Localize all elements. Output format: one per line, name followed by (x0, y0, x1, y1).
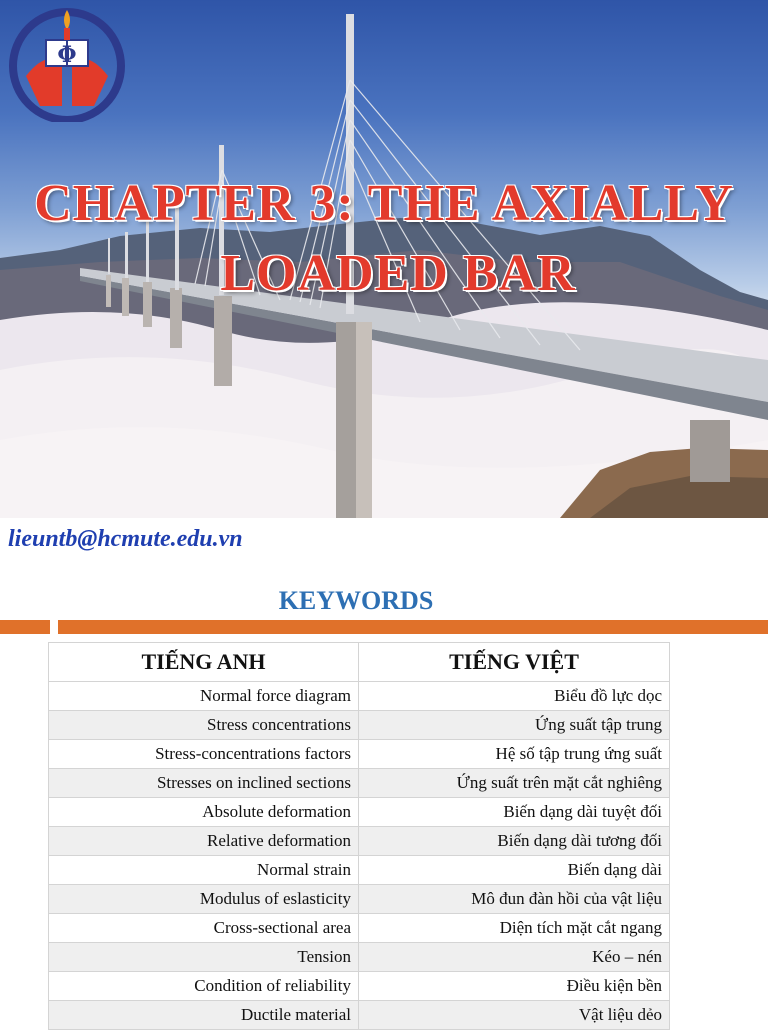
accent-rule-left (0, 620, 50, 634)
term-english: Absolute deformation (49, 798, 359, 827)
term-english: Normal force diagram (49, 682, 359, 711)
accent-rule-right (58, 620, 768, 634)
term-english: Condition of reliability (49, 972, 359, 1001)
term-vietnamese: Kéo – nén (359, 943, 670, 972)
term-english: Stresses on inclined sections (49, 769, 359, 798)
term-vietnamese: Biến dạng dài tuyệt đối (359, 798, 670, 827)
term-vietnamese: Điều kiện bền (359, 972, 670, 1001)
term-vietnamese: Biến dạng dài (359, 856, 670, 885)
term-english: Stress-concentrations factors (49, 740, 359, 769)
term-english: Relative deformation (49, 827, 359, 856)
contact-email: lieuntb@hcmute.edu.vn (8, 526, 243, 552)
term-vietnamese: Mô đun đàn hồi của vật liệu (359, 885, 670, 914)
table-row (49, 943, 670, 972)
term-vietnamese: Diện tích mặt cắt ngang (359, 914, 670, 943)
term-vietnamese: Ứng suất trên mặt cắt nghiêng (359, 769, 670, 798)
term-english: Normal strain (49, 856, 359, 885)
keywords-table (48, 642, 670, 1030)
chapter-title-line-1: CHAPTER 3: THE AXIALLY (34, 175, 734, 232)
term-english: Modulus of eslasticity (49, 885, 359, 914)
table-row (49, 682, 670, 711)
table-header-row (49, 643, 670, 682)
table-row (49, 856, 670, 885)
column-header-english: TIẾNG ANH (49, 643, 359, 682)
table-row (49, 827, 670, 856)
table-row (49, 914, 670, 943)
term-english: Stress concentrations (49, 711, 359, 740)
table-row (49, 885, 670, 914)
term-vietnamese: Vật liệu dẻo (359, 1001, 670, 1030)
table-row (49, 711, 670, 740)
table-row (49, 769, 670, 798)
table-row (49, 972, 670, 1001)
term-vietnamese: Biểu đồ lực dọc (359, 682, 670, 711)
table-row (49, 740, 670, 769)
table-row (49, 1001, 670, 1030)
term-vietnamese: Hệ số tập trung ứng suất (359, 740, 670, 769)
university-logo-icon (6, 6, 128, 122)
term-vietnamese: Biến dạng dài tương đối (359, 827, 670, 856)
term-english: Cross-sectional area (49, 914, 359, 943)
svg-text:Φ: Φ (57, 42, 77, 68)
term-english: Ductile material (49, 1001, 359, 1030)
term-english: Tension (49, 943, 359, 972)
table-row (49, 798, 670, 827)
column-header-vietnamese: TIẾNG VIỆT (359, 643, 670, 682)
section-heading: KEYWORDS (278, 586, 434, 615)
chapter-title-line-2: LOADED BAR (220, 245, 576, 302)
term-vietnamese: Ứng suất tập trung (359, 711, 670, 740)
